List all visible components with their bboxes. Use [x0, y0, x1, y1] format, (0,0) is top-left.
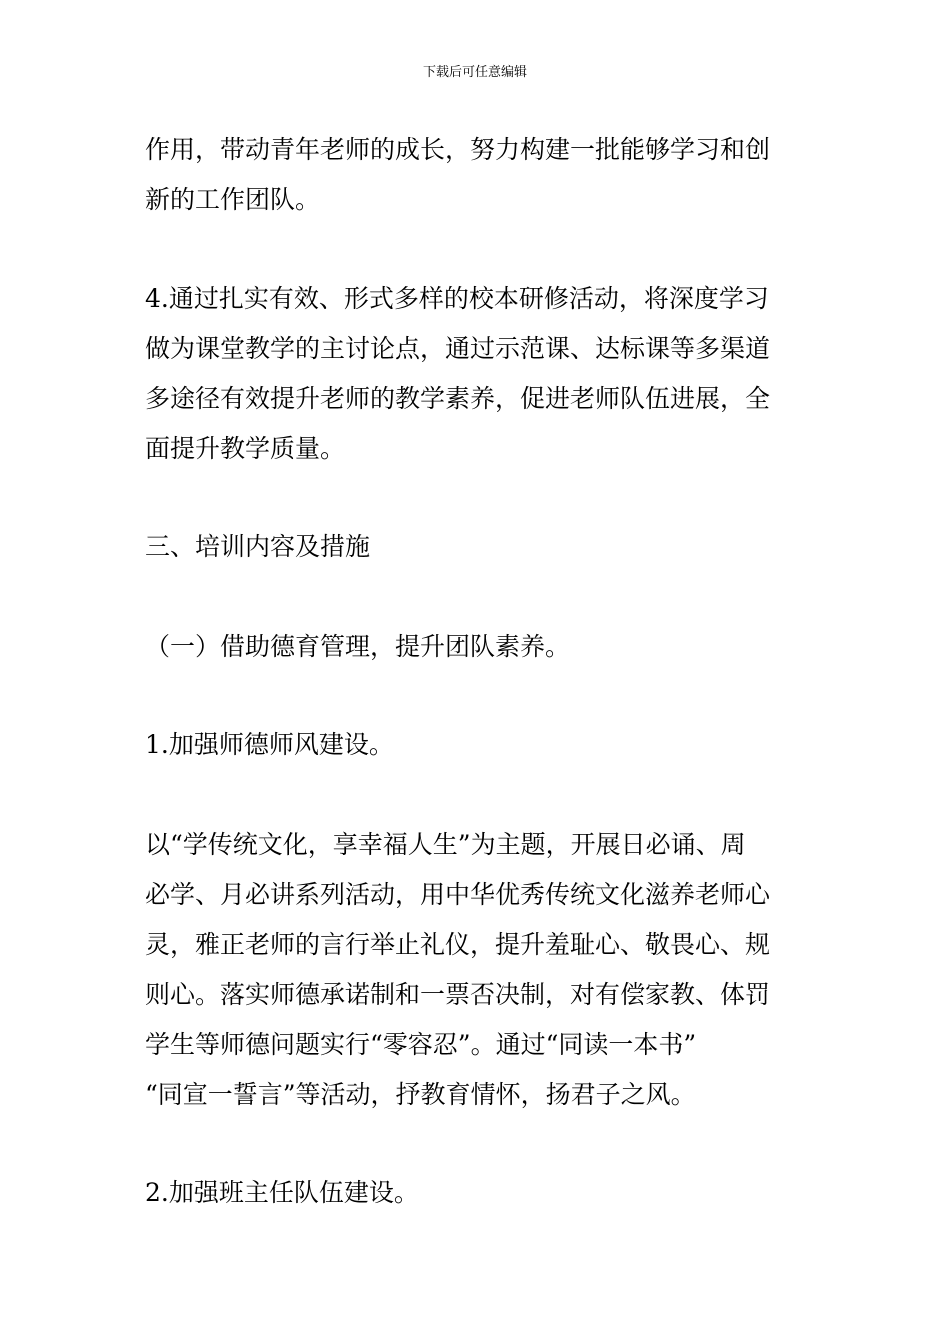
paragraph-line: 面提升教学质量。 — [145, 434, 346, 463]
page-header: 下载后可任意编辑 — [422, 65, 527, 80]
paragraph-line: 新的工作团队。 — [145, 185, 321, 214]
item-heading: 1.加强师德师风建设。 — [145, 730, 394, 759]
paragraph-line: 必学、月必讲系列活动，用中华优秀传统文化滋养老师心 — [145, 880, 771, 909]
paragraph-line: 则心。落实师德承诺制和一票否决制，对有偿家教、体罚 — [145, 980, 771, 1009]
paragraph-line: 学生等师德问题实行“零容忍”。通过“同读一本书” — [145, 1030, 697, 1059]
paragraph-line: 灵，雅正老师的言行举止礼仪，提升羞耻心、敬畏心、规 — [145, 930, 771, 959]
section-heading: 三、培训内容及措施 — [145, 532, 371, 561]
paragraph-line: 做为课堂教学的主讨论点，通过示范课、达标课等多渠道 — [145, 334, 771, 363]
paragraph-line: 作用，带动青年老师的成长，努力构建一批能够学习和创 — [145, 135, 771, 164]
paragraph-line: 4.通过扎实有效、形式多样的校本研修活动，将深度学习 — [145, 284, 769, 313]
subsection-heading: （一）借助德育管理，提升团队素养。 — [145, 632, 571, 661]
paragraph-line: 多途径有效提升老师的教学素养，促进老师队伍进展，全 — [145, 384, 771, 413]
item-heading: 2.加强班主任队伍建设。 — [145, 1178, 419, 1207]
paragraph-line: 以“学传统文化，享幸福人生”为主题，开展日必诵、周 — [145, 830, 746, 859]
paragraph-line: “同宣一誓言”等活动，抒教育情怀，扬君子之风。 — [145, 1080, 696, 1109]
